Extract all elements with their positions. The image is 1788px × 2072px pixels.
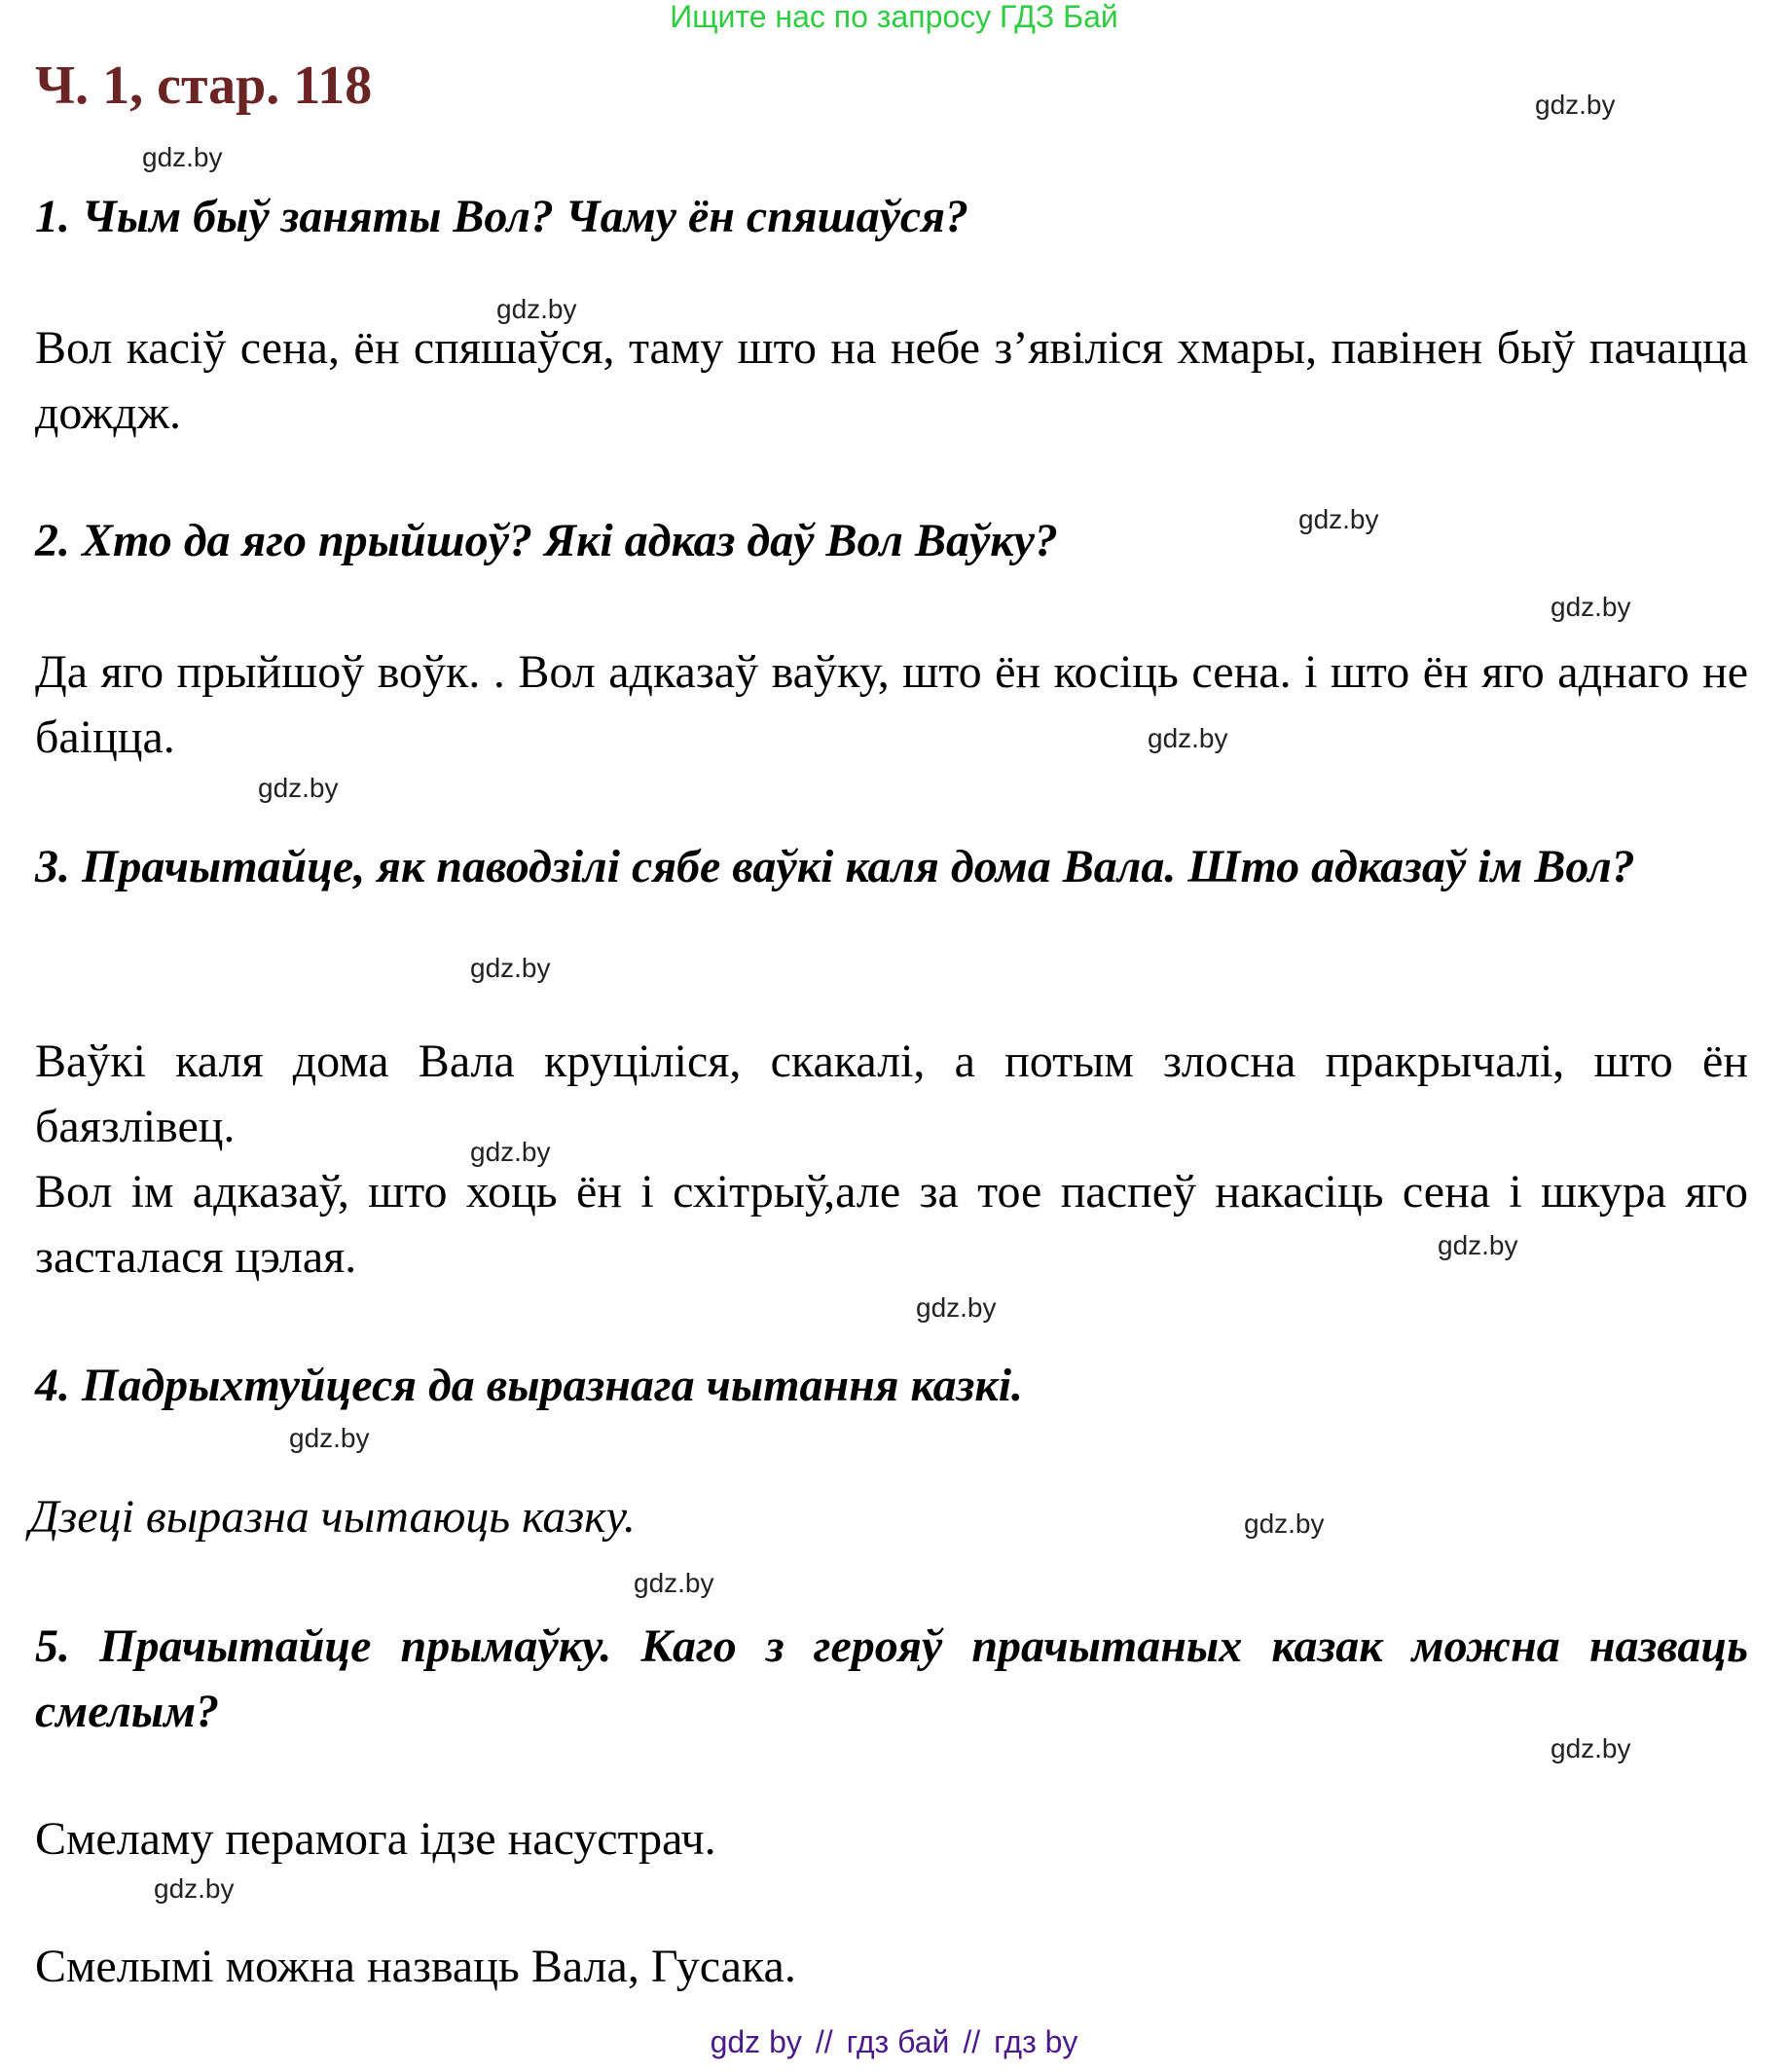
footer-link-gdz-by-cyr[interactable]: гдз by <box>994 2024 1078 2059</box>
watermark: gdz.by <box>916 1292 997 1323</box>
question-2: 2. Хто да яго прыйшоў? Які адказ даў Вол Ваўку? <box>35 515 1058 566</box>
watermark: gdz.by <box>1438 1230 1518 1260</box>
footer-link-gdz-by[interactable]: gdz by <box>710 2024 802 2059</box>
watermark: gdz.by <box>1298 504 1379 534</box>
watermark: gdz.by <box>1551 592 1631 622</box>
watermark: gdz.by <box>154 1873 235 1904</box>
question-3: 3. Прачытайце, як паводзілі сябе ваўкі каля дома Вала. Што адказаў ім Вол? <box>35 841 1635 892</box>
watermark: gdz.by <box>1244 1509 1325 1539</box>
answer-5a <box>35 1806 1748 1872</box>
answer-text: Вол касіў сена, ён спяшаўся, таму што на небе з’явіліся хмары, павінен быў пачацца дождж. <box>35 322 1748 439</box>
answer-text: Дзеці выразна чытаюць казку. <box>29 1491 636 1543</box>
answer-text: Вол ім адказаў, што хоць ён і схітрыў,але за тое паспеў накасіць сена і шкура яго засталася цэлая. <box>35 1166 1748 1283</box>
watermark: gdz.by <box>634 1568 714 1598</box>
watermark: gdz.by <box>1551 1733 1631 1763</box>
watermark: gdz.by <box>496 294 577 324</box>
separator: // <box>963 2024 981 2059</box>
answer-text: Смеламу перамога ідзе насустрач. <box>35 1813 716 1865</box>
answer-text: Ваўкі каля дома Вала круціліся, скакалі, а потым злосна пракрычалі, што ён баязлівец. <box>35 1036 1748 1152</box>
answer-2 <box>35 639 1748 770</box>
watermark: gdz.by <box>470 953 551 983</box>
watermark: gdz.by <box>1148 723 1228 753</box>
answer-5b <box>35 1934 1748 1999</box>
watermark: gdz.by <box>289 1423 370 1453</box>
search-banner: Ищите нас по запросу ГДЗ Бай <box>670 0 1118 34</box>
separator: // <box>815 2024 833 2059</box>
watermark: gdz.by <box>1535 90 1616 120</box>
question-4: 4. Падрыхтуйцеся да выразнага чытання казкі. <box>35 1360 1024 1411</box>
answer-text: Смелымі можна назваць Вала, Гусака. <box>35 1941 796 1992</box>
answer-1 <box>35 315 1748 446</box>
question-1: 1. Чым быў заняты Вол? Чаму ён спяшаўся? <box>35 191 968 242</box>
page-title: Ч. 1, стар. 118 <box>35 55 373 116</box>
answer-text: Да яго прыйшоў воўк. . Вол адказаў ваўку, што ён косіць сена. і што ён яго аднаго не баіцца. <box>35 646 1748 763</box>
answer-4 <box>29 1484 1742 1549</box>
watermark: gdz.by <box>142 142 223 172</box>
footer-link-gdz-bai[interactable]: гдз бай <box>846 2024 950 2059</box>
watermark: gdz.by <box>470 1137 551 1167</box>
watermark: gdz.by <box>258 773 339 803</box>
question-5: 5. Прачытайце прымаўку. Каго з герояў прачытаных казак можна назваць смелым? <box>35 1620 1748 1737</box>
footer-links <box>0 2024 1788 2059</box>
